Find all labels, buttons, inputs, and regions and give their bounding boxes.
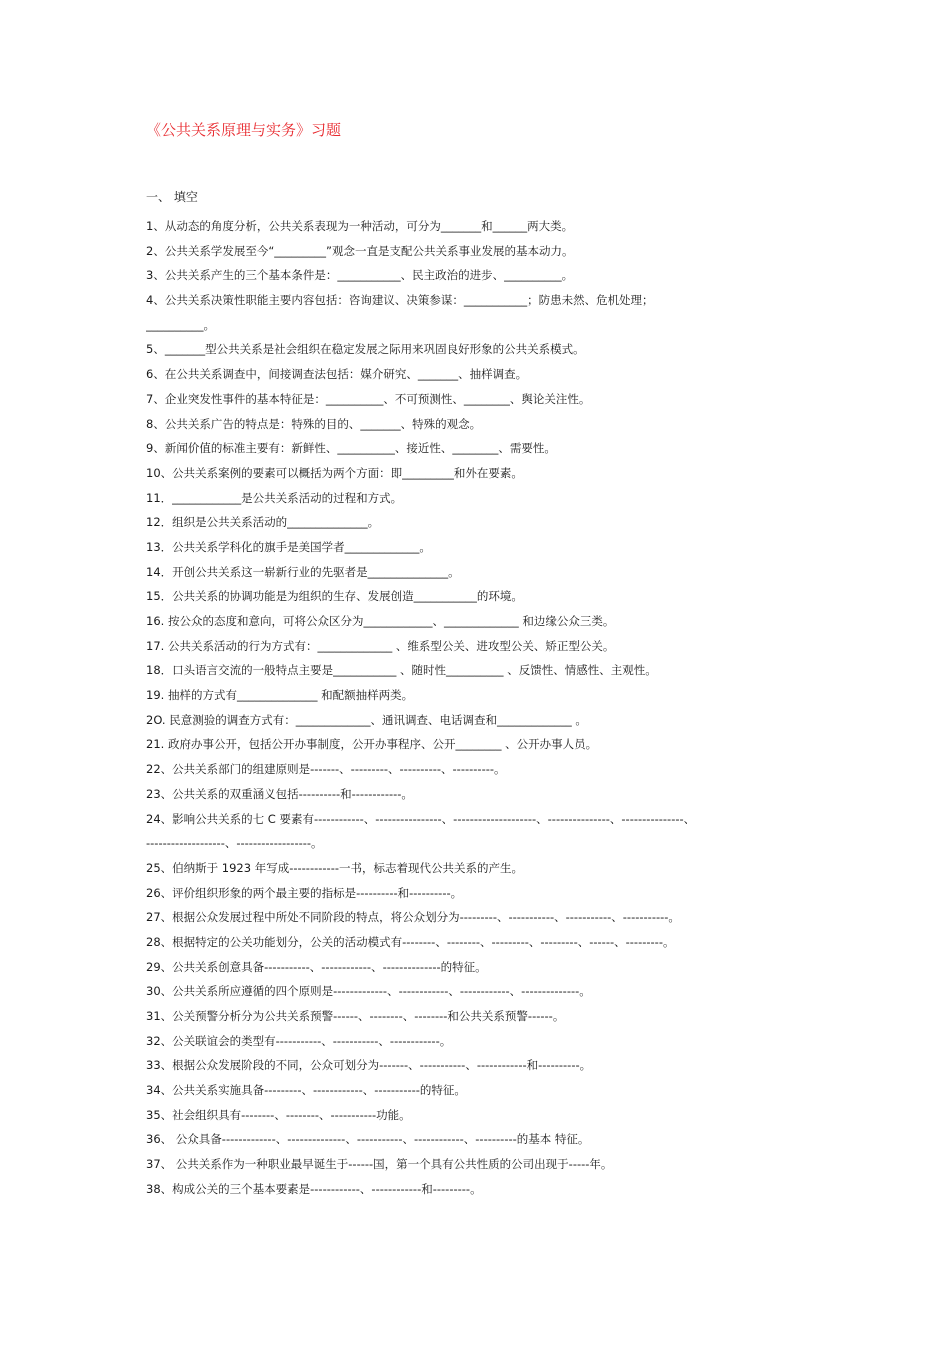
question-line: 11．____________是公共关系活动的过程和方式。 [146, 490, 403, 505]
question-line: 25、伯纳斯于 1923 年写成------------一书，标志着现代公共关系的产生。 [146, 860, 524, 875]
question-line: __________。 [146, 317, 215, 332]
question-line: 16. 按公众的态度和意向，可将公众区分为____________、_____________ 和边缘公众三类。 [146, 614, 615, 628]
question-line: 8、公共关系广告的特点是：特殊的目的、_______、特殊的观念。 [146, 416, 482, 431]
question-line: 37、 公共关系作为一种职业最早诞生于------国，第一个具有公共性质的公司出现于-----年。 [146, 1157, 613, 1172]
question-line: 15．公共关系的协调功能是为组织的生存、发展创造___________的环境。 [146, 589, 523, 604]
question-line: 38、构成公关的三个基本要素是------------、------------和---------。 [146, 1181, 482, 1196]
question-list [146, 214, 826, 1202]
question-line: 30、公共关系所应遵循的四个原则是-------------、------------、------------、--------------。 [146, 984, 591, 999]
question-line: 2、公共关系学发展至今“_________”观念一直是支配公共关系事业发展的基本动力。 [146, 243, 574, 258]
question-line: 36、 公众具备-------------、--------------、-----------、------------、----------的基本 特征。 [146, 1132, 590, 1147]
question-line: 33、根据公众发展阶段的不同，公众可划分为-------、-----------、------------和----------。 [146, 1058, 592, 1073]
question-line: 35、社会组织具有--------、--------、-----------功能。 [146, 1107, 411, 1122]
question-line: 34、公共关系实施具备---------、------------、-----------的特征。 [146, 1083, 466, 1098]
question-line: 28、根据特定的公关功能划分，公关的活动模式有--------、--------、---------、---------、------、---------。 [146, 934, 675, 949]
question-line: 13．公共关系学科化的旗手是美国学者_____________。 [146, 539, 431, 554]
question-line: 17. 公共关系活动的行为方式有：_____________ 、维系型公关、进攻型公关、矫正型公关。 [146, 638, 615, 653]
question-line: 10、公共关系案例的要素可以概括为两个方面：即_________和外在要素。 [146, 465, 523, 480]
question-line: 7、企业突发性事件的基本特征是：__________、不可预测性、________、舆论关注性。 [146, 391, 591, 406]
question-line: -------------------、------------------。 [146, 836, 323, 851]
question-line: 23、公共关系的双重涵义包括----------和------------。 [146, 786, 413, 801]
question-line: 32、公关联谊会的类型有-----------、-----------、------------。 [146, 1033, 452, 1048]
question-line: 22、公共关系部门的组建原则是-------、---------、----------、----------。 [146, 762, 506, 777]
question-line: 4、公共关系决策性职能主要内容包括：咨询建议、决策参谋：___________；防患未然、危机处理； [146, 293, 654, 308]
question-line: 2O. 民意测验的调查方式有：_____________、通讯调查、电话调查和_____________ 。 [146, 712, 587, 727]
question-line: 5、_______型公共关系是社会组织在稳定发展之际用来巩固良好形象的公共关系模式。 [146, 342, 585, 357]
question-line: 31、公关预警分析分为公共关系预警------、--------、--------和公共关系预警------。 [146, 1009, 565, 1023]
question-line: 26、评价组织形象的两个最主要的指标是----------和----------。 [146, 885, 463, 900]
question-line: 6、在公共关系调查中，间接调查法包括：媒介研究、_______、抽样调查。 [146, 367, 528, 382]
question-line: 3、公共关系产生的三个基本条件是：___________、民主政治的进步、__________。 [146, 268, 574, 283]
question-line: 18．口头语言交流的一般特点主要是___________ 、随时性__________ 、反馈性、情感性、主观性。 [146, 663, 657, 678]
question-line: 9、新闻价值的标准主要有：新鲜性、__________、接近性、________、需要性。 [146, 441, 556, 456]
question-line: 24、影响公共关系的七 C 要素有------------、----------------、--------------------、---------------、---------------、 [146, 811, 696, 826]
question-line: 1、从动态的角度分析，公共关系表现为一种活动，可分为_______和______两大类。 [146, 219, 574, 233]
question-line: 21. 政府办事公开，包括公开办事制度，公开办事程序、公开________ 、公开办事人员。 [146, 737, 598, 752]
question-line: 12．组织是公共关系活动的______________。 [146, 515, 380, 530]
question-line: 27、根据公众发展过程中所处不同阶段的特点，将公众划分为---------、-----------、-----------、-----------。 [146, 910, 680, 925]
section-heading: 一、 填空 [146, 190, 198, 204]
question-line: 14．开创公共关系这一崭新行业的先驱者是______________。 [146, 564, 460, 579]
page-title: 《公共关系原理与实务》习题 [146, 121, 342, 139]
question-line: 29、公共关系创意具备-----------、------------、--------------的特征。 [146, 959, 487, 974]
question-line: 19. 抽样的方式有______________ 和配额抽样两类。 [146, 688, 414, 703]
